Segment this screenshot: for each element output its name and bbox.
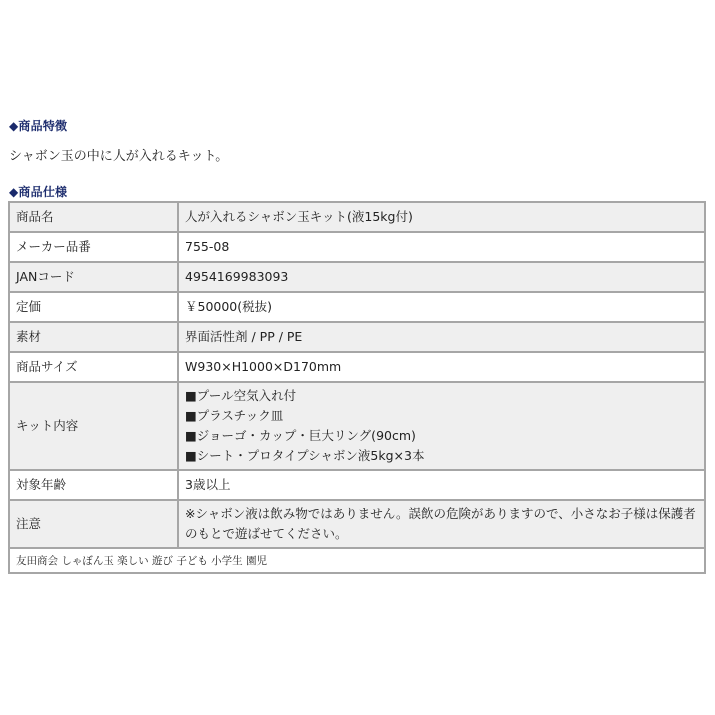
spec-label: JANコード: [9, 262, 178, 292]
kit-item: ■シート・プロタイプシャボン液5kg×3本: [185, 448, 425, 463]
spec-value: ￥50000(税抜): [178, 292, 705, 322]
table-row: [9, 470, 705, 500]
table-row-kit: [9, 382, 705, 470]
table-row: [9, 292, 705, 322]
spec-label: 注意: [9, 500, 178, 548]
spec-table: [8, 201, 706, 574]
kit-item: ■ジョーゴ・カップ・巨大リング(90cm): [185, 428, 416, 443]
spec-label: キット内容: [9, 382, 178, 470]
kit-item: ■プール空気入れ付: [185, 388, 297, 403]
caution-text: ※シャボン液は飲み物ではありません。誤飲の危険がありますので、小さなお子様は保護者のもとで遊ばせてください。: [178, 500, 705, 548]
spec-label: 商品サイズ: [9, 352, 178, 382]
spec-value: 3歳以上: [178, 470, 705, 500]
table-row-caution: [9, 500, 705, 548]
table-row: [9, 202, 705, 232]
kit-item: ■プラスチック皿: [185, 408, 284, 423]
table-row: [9, 322, 705, 352]
spec-label: 素材: [9, 322, 178, 352]
features-text: シャボン玉の中に人が入れるキット。: [9, 149, 229, 164]
spec-label: 商品名: [9, 202, 178, 232]
table-row-tags: [9, 548, 705, 573]
spec-label: 定価: [9, 292, 178, 322]
spec-value: W930×H1000×D170mm: [178, 352, 705, 382]
kit-contents: [178, 382, 705, 470]
spec-value: 界面活性剤 / PP / PE: [178, 322, 705, 352]
spec-value: 4954169983093: [178, 262, 705, 292]
spec-value: 755-08: [178, 232, 705, 262]
table-row: [9, 262, 705, 292]
features-heading: ◆商品特徴: [9, 119, 68, 133]
keyword-tags: 友田商会 しゃぼん玉 楽しい 遊び 子ども 小学生 園児: [9, 548, 705, 573]
table-row: [9, 232, 705, 262]
table-row: [9, 352, 705, 382]
spec-value: 人が入れるシャボン玉キット(液15kg付): [178, 202, 705, 232]
spec-label: 対象年齢: [9, 470, 178, 500]
specs-heading: ◆商品仕様: [9, 185, 68, 199]
spec-label: メーカー品番: [9, 232, 178, 262]
